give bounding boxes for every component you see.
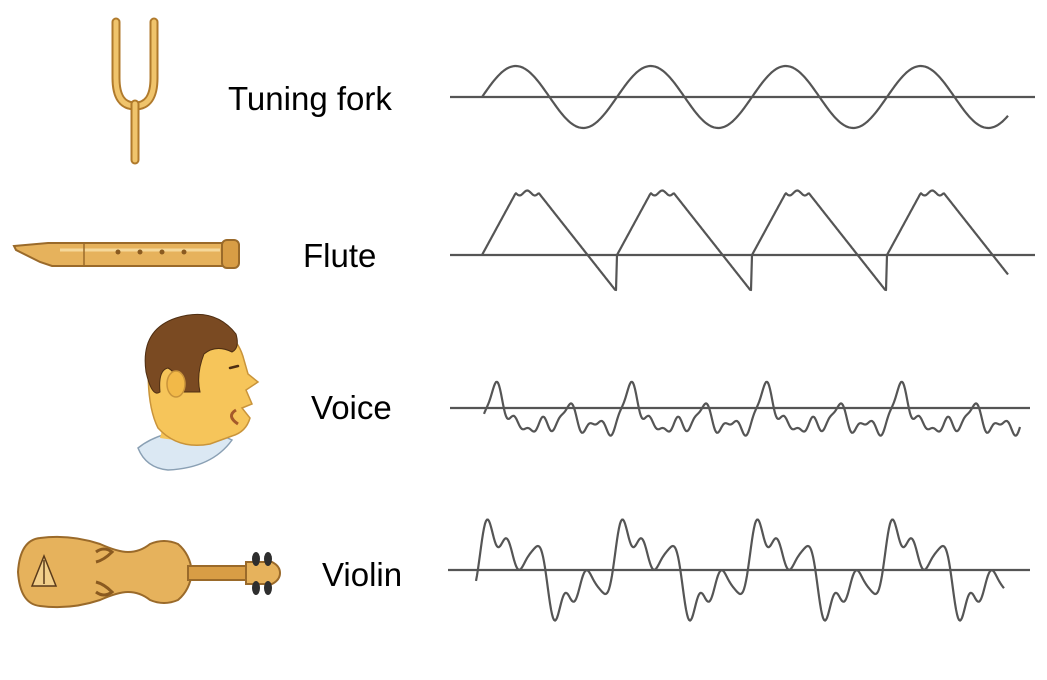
human-head-icon <box>138 314 258 470</box>
flute-label: Flute <box>303 237 377 274</box>
flute-icon <box>14 240 239 268</box>
flute-waveform <box>482 191 1008 291</box>
tuning-fork-icon <box>116 22 154 160</box>
violin-icon <box>18 537 280 607</box>
waveforms <box>448 66 1035 621</box>
voice-label: Voice <box>311 389 392 426</box>
tuning-fork-label: Tuning fork <box>228 80 392 117</box>
violin-label: Violin <box>322 556 403 593</box>
